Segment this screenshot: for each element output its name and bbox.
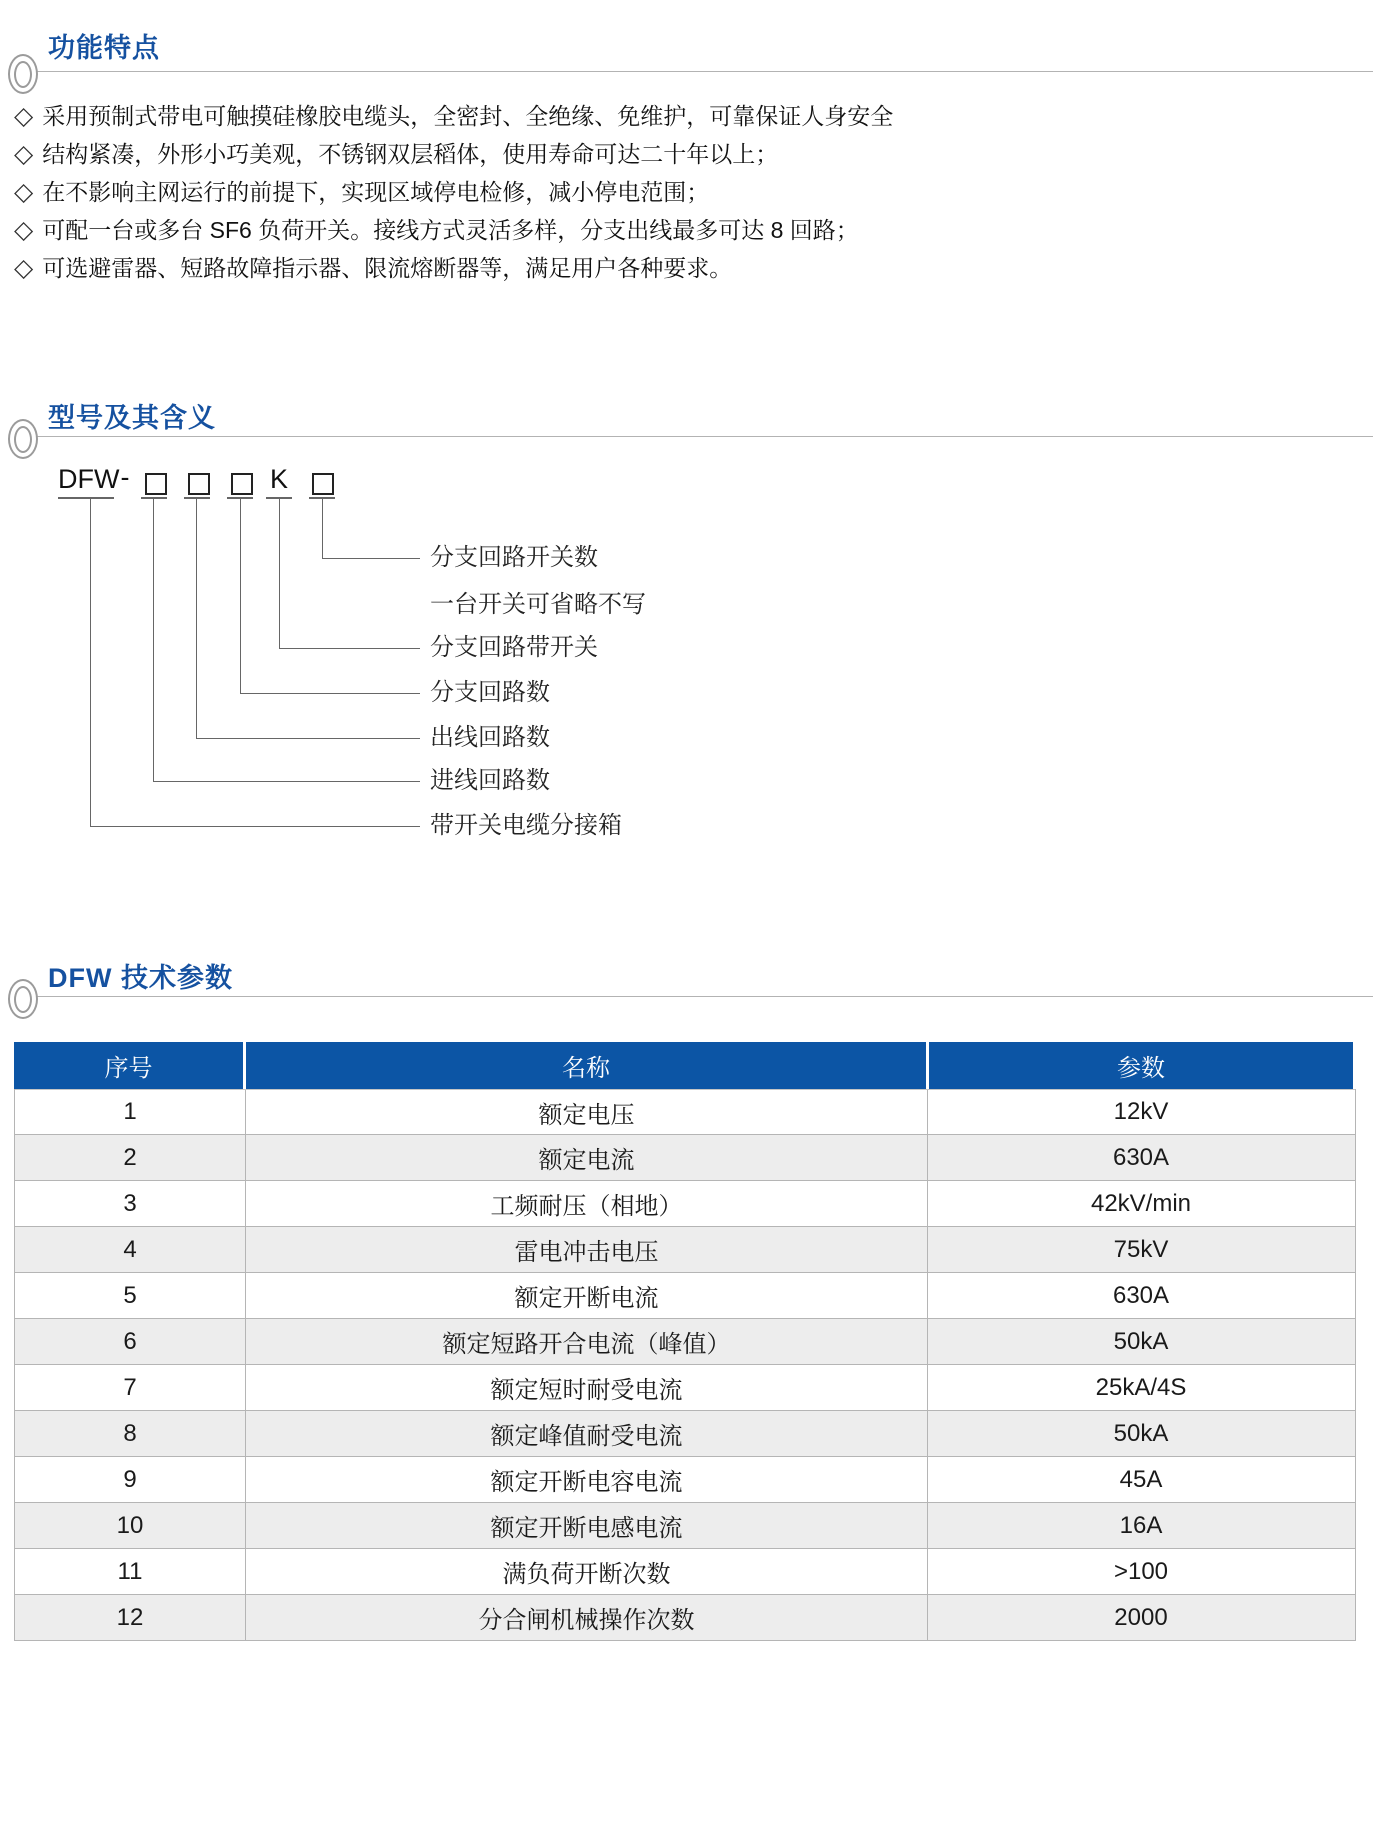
diamond-bullet-icon: ◇ [14, 140, 34, 168]
table-cell-value: >100 [1113, 1557, 1169, 1585]
ring-decoration-icon [8, 979, 38, 1019]
feature-item-text: 采用预制式带电可触摸硅橡胶电缆头，全密封、全绝缘、免维护，可靠保证人身安全 [42, 103, 894, 129]
model-label: 分支回路带开关 [430, 634, 598, 661]
table-cell-value: 25kA/4S [1095, 1373, 1187, 1401]
connector-line [90, 499, 91, 826]
table-cell-index: 10 [15, 1503, 246, 1548]
table-row [15, 1319, 1355, 1365]
diamond-bullet-icon: ◇ [14, 216, 34, 244]
feature-item [14, 98, 1354, 136]
table-cell-name: 额定开断电感电流 [246, 1503, 928, 1548]
table-cell-name: 额定短路开合电流（峰值） [246, 1319, 928, 1364]
table-cell-index: 8 [15, 1411, 246, 1456]
feature-item-text: 可选避雷器、短路故障指示器、限流熔断器等，满足用户各种要求。 [42, 255, 733, 281]
table-cell-value: 75kV [1113, 1235, 1169, 1263]
table-row [15, 1135, 1355, 1181]
feature-item [14, 174, 1354, 212]
table-cell-index: 3 [15, 1181, 246, 1226]
table-cell-value: 42kV/min [1090, 1189, 1192, 1217]
table-cell-name: 雷电冲击电压 [246, 1227, 928, 1272]
table-header-cell: 参数 [929, 1042, 1353, 1089]
connector-line [153, 499, 154, 781]
params-table-header-row [14, 1042, 1356, 1089]
table-row [15, 1227, 1355, 1273]
model-label: 进线回路数 [430, 767, 550, 794]
table-row [15, 1411, 1355, 1457]
table-cell-name: 额定短时耐受电流 [246, 1365, 928, 1410]
model-label: 分支回路开关数 [430, 544, 598, 571]
connector-line [322, 558, 420, 559]
table-cell-index: 6 [15, 1319, 246, 1364]
features-list [14, 98, 1354, 288]
table-cell-value: 630A [1112, 1281, 1170, 1309]
connector-line [240, 499, 241, 693]
feature-item [14, 250, 1354, 288]
table-cell-name: 额定开断电容电流 [246, 1457, 928, 1502]
ring-decoration-icon [8, 54, 38, 94]
table-cell-name: 额定开断电流 [246, 1273, 928, 1318]
params-table-body [14, 1089, 1356, 1641]
connector-line [240, 693, 420, 694]
connector-line [279, 648, 420, 649]
connector-line [153, 781, 420, 782]
code-underline [58, 497, 114, 499]
table-cell-value: 50kA [1113, 1419, 1169, 1447]
model-code-k: K [269, 464, 288, 494]
connector-line [196, 499, 197, 738]
feature-item-text: 在不影响主网运行的前提下，实现区域停电检修，减小停电范围； [42, 179, 710, 205]
connector-line [322, 499, 323, 558]
section-rule [30, 71, 1373, 72]
table-cell-name: 额定峰值耐受电流 [246, 1411, 928, 1456]
connector-line [90, 826, 420, 827]
connector-line [279, 499, 280, 648]
features-section-title: 功能特点 [48, 33, 160, 63]
ring-inner-icon [14, 61, 32, 88]
model-code-box-2 [188, 473, 210, 495]
diamond-bullet-icon: ◇ [14, 178, 34, 206]
model-code-prefix: DFW [58, 464, 120, 494]
table-cell-name: 额定电压 [246, 1090, 928, 1134]
table-cell-index: 12 [15, 1595, 246, 1640]
table-cell-index: 1 [15, 1090, 246, 1134]
feature-item-text: 可配一台或多台 SF6 负荷开关。接线方式灵活多样，分支出线最多可达 8 回路； [42, 217, 859, 243]
model-code-box-4 [312, 473, 334, 495]
model-section-title: 型号及其含义 [48, 403, 216, 433]
ring-inner-icon [14, 426, 32, 453]
model-code-box-1 [145, 473, 167, 495]
model-code-dash: - [120, 462, 130, 492]
section-rule [30, 996, 1373, 997]
diamond-bullet-icon: ◇ [14, 102, 34, 130]
table-row [15, 1549, 1355, 1595]
table-row [15, 1089, 1355, 1135]
table-cell-value: 2000 [1114, 1603, 1168, 1631]
model-label: 分支回路数 [430, 679, 550, 706]
connector-line [196, 738, 420, 739]
table-row [15, 1503, 1355, 1549]
table-cell-value: 630A [1112, 1143, 1170, 1171]
table-cell-value: 45A [1119, 1465, 1163, 1493]
table-cell-name: 满负荷开断次数 [246, 1549, 928, 1594]
table-cell-index: 2 [15, 1135, 246, 1180]
table-header-cell: 序号 [14, 1042, 246, 1089]
feature-item [14, 136, 1354, 174]
code-underline [141, 497, 167, 499]
params-section-title: DFW 技术参数 [48, 963, 233, 993]
table-header-cell: 名称 [246, 1042, 929, 1089]
table-cell-index: 9 [15, 1457, 246, 1502]
feature-item-text: 结构紧凑，外形小巧美观，不锈钢双层稻体，使用寿命可达二十年以上； [42, 141, 779, 167]
table-cell-name: 工频耐压（相地） [246, 1181, 928, 1226]
table-cell-value: 50kA [1113, 1327, 1169, 1355]
ring-decoration-icon [8, 419, 38, 459]
model-label: 出线回路数 [430, 724, 550, 751]
diamond-bullet-icon: ◇ [14, 254, 34, 282]
feature-item [14, 212, 1354, 250]
code-underline [184, 497, 210, 499]
table-cell-index: 11 [15, 1549, 246, 1594]
table-cell-value: 16A [1119, 1511, 1163, 1539]
table-row [15, 1365, 1355, 1411]
ring-inner-icon [14, 986, 32, 1013]
table-cell-index: 7 [15, 1365, 246, 1410]
table-cell-name: 额定电流 [246, 1135, 928, 1180]
table-row [15, 1457, 1355, 1503]
model-label: 带开关电缆分接箱 [430, 812, 622, 839]
table-row [15, 1181, 1355, 1227]
table-cell-index: 5 [15, 1273, 246, 1318]
table-row [15, 1595, 1355, 1641]
model-label: 一台开关可省略不写 [430, 591, 646, 618]
table-cell-index: 4 [15, 1227, 246, 1272]
section-rule [30, 436, 1373, 437]
params-table [14, 1042, 1356, 1641]
table-cell-value: 12kV [1113, 1098, 1169, 1125]
table-row [15, 1273, 1355, 1319]
table-cell-name: 分合闸机械操作次数 [246, 1595, 928, 1640]
model-code-box-3 [231, 473, 253, 495]
